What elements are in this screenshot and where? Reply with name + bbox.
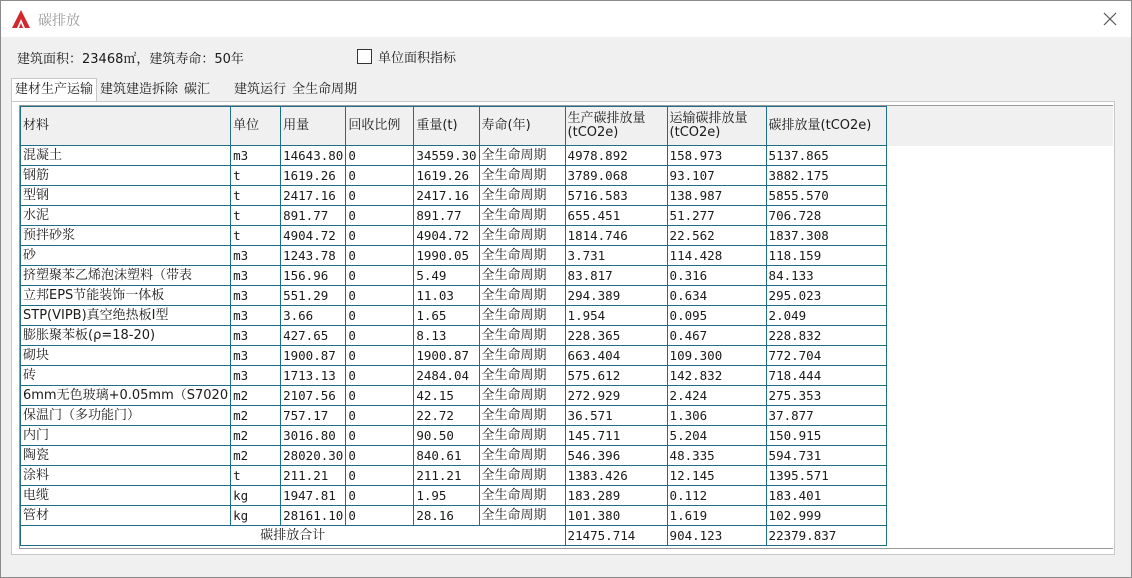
table-cell[interactable]: 150.915 (766, 426, 886, 446)
checkbox-box[interactable] (357, 49, 372, 64)
table-cell[interactable]: 575.612 (565, 366, 667, 386)
table-cell[interactable]: m3 (231, 246, 281, 266)
table-cell[interactable]: 0.095 (667, 306, 766, 326)
table-cell[interactable]: 钢筋 (21, 166, 231, 186)
table-cell[interactable]: 3.66 (281, 306, 346, 326)
table-cell[interactable]: 109.300 (667, 346, 766, 366)
table-cell[interactable]: 2417.16 (281, 186, 346, 206)
unit-area-checkbox[interactable] (357, 47, 456, 66)
table-cell[interactable]: 663.404 (565, 346, 667, 366)
table-cell[interactable]: 37.877 (766, 406, 886, 426)
table-cell[interactable]: 14643.80 (281, 146, 346, 166)
tab-panel (11, 101, 1115, 555)
table-cell[interactable]: m3 (231, 326, 281, 346)
table-cell[interactable]: t (231, 186, 281, 206)
table-cell[interactable]: 0 (346, 186, 414, 206)
table-cell[interactable]: 1243.78 (281, 246, 346, 266)
table-cell[interactable]: 砖 (21, 366, 231, 386)
table-cell[interactable]: 551.29 (281, 286, 346, 306)
table-cell[interactable]: 0.112 (667, 486, 766, 506)
table-cell[interactable]: 砌块 (21, 346, 231, 366)
close-icon (1103, 12, 1117, 26)
table-cell[interactable]: 5137.865 (766, 146, 886, 166)
tab-2[interactable]: 碳汇 (184, 82, 211, 97)
table-cell[interactable]: m3 (231, 286, 281, 306)
table-cell[interactable]: 51.277 (667, 206, 766, 226)
table-cell[interactable]: 2417.16 (414, 186, 479, 206)
table-cell[interactable]: 772.704 (766, 346, 886, 366)
table-cell[interactable]: 2107.56 (281, 386, 346, 406)
table-cell[interactable]: 全生命周期 (479, 226, 565, 246)
table-cell[interactable]: 内门 (21, 426, 231, 446)
table-cell[interactable]: 11.03 (414, 286, 479, 306)
table-cell[interactable]: 0.634 (667, 286, 766, 306)
table-cell[interactable]: 228.832 (766, 326, 886, 346)
table-cell[interactable]: 型钢 (21, 186, 231, 206)
table-cell[interactable]: 0 (346, 486, 414, 506)
table-cell[interactable]: 48.335 (667, 446, 766, 466)
table-cell[interactable]: m2 (231, 426, 281, 446)
table-cell[interactable]: m2 (231, 386, 281, 406)
total-value: 21475.714 (565, 526, 667, 546)
table-cell[interactable]: 0 (346, 306, 414, 326)
table-cell[interactable]: 158.973 (667, 146, 766, 166)
table-cell[interactable]: 2.049 (766, 306, 886, 326)
table-cell[interactable]: 83.817 (565, 266, 667, 286)
table-cell[interactable]: 0 (346, 466, 414, 486)
table-row[interactable] (21, 286, 887, 306)
table-cell[interactable]: m3 (231, 346, 281, 366)
table-cell[interactable]: 891.77 (414, 206, 479, 226)
table-cell[interactable]: 涂料 (21, 466, 231, 486)
table-cell[interactable]: 全生命周期 (479, 486, 565, 506)
table-cell[interactable]: 0 (346, 346, 414, 366)
table-cell[interactable]: 1814.746 (565, 226, 667, 246)
column-header[interactable]: 单位 (231, 107, 281, 146)
table-cell[interactable]: 管材 (21, 506, 231, 526)
table-cell[interactable]: 156.96 (281, 266, 346, 286)
tab-bar (11, 79, 360, 101)
table-cell[interactable]: 0 (346, 386, 414, 406)
total-value: 22379.837 (766, 526, 886, 546)
table-cell[interactable]: 1619.26 (281, 166, 346, 186)
table-cell[interactable]: 3.731 (565, 246, 667, 266)
data-grid (19, 105, 1113, 549)
table-cell[interactable]: 0 (346, 286, 414, 306)
table-cell[interactable]: kg (231, 486, 281, 506)
table-cell[interactable]: 0 (346, 366, 414, 386)
table-cell[interactable]: 84.133 (766, 266, 886, 286)
table-cell[interactable]: 陶瓷 (21, 446, 231, 466)
table-cell[interactable]: 183.289 (565, 486, 667, 506)
tab-1[interactable]: 建筑建造拆除 (100, 82, 179, 97)
table-cell[interactable]: STP(VIPB)真空绝热板I型 (21, 306, 231, 326)
table-cell[interactable]: 22.562 (667, 226, 766, 246)
header-row (21, 107, 887, 146)
checkbox-label: 单位面积指标 (378, 51, 457, 66)
table-cell[interactable]: t (231, 206, 281, 226)
table-cell[interactable]: 142.832 (667, 366, 766, 386)
table-cell[interactable]: 145.711 (565, 426, 667, 446)
table-cell[interactable]: 1990.05 (414, 246, 479, 266)
total-label: 碳排放合计 (21, 526, 566, 546)
table-row[interactable] (21, 226, 887, 246)
column-header[interactable]: 运输碳排放量 (tCO2e) (667, 107, 766, 146)
table-row[interactable] (21, 166, 887, 186)
column-header[interactable]: 材料 (21, 107, 231, 146)
table-row[interactable] (21, 506, 887, 526)
table-cell[interactable]: 840.61 (414, 446, 479, 466)
table-cell[interactable]: 全生命周期 (479, 286, 565, 306)
table-cell[interactable]: 1395.571 (766, 466, 886, 486)
table-cell[interactable]: 1.65 (414, 306, 479, 326)
column-header[interactable]: 生产碳排放量 (tCO2e) (565, 107, 667, 146)
table-cell[interactable]: 5.49 (414, 266, 479, 286)
table-cell[interactable]: 0 (346, 506, 414, 526)
table-cell[interactable]: 655.451 (565, 206, 667, 226)
table-cell[interactable]: 挤塑聚苯乙烯泡沫塑料（带表 (21, 266, 231, 286)
table-cell[interactable]: 0 (346, 326, 414, 346)
table-cell[interactable]: 保温门（多功能门） (21, 406, 231, 426)
table-cell[interactable]: 0 (346, 406, 414, 426)
table-cell[interactable]: 全生命周期 (479, 166, 565, 186)
table-cell[interactable]: 5.204 (667, 426, 766, 446)
table-row[interactable] (21, 206, 887, 226)
table-cell[interactable]: 275.353 (766, 386, 886, 406)
table-cell[interactable]: 1947.81 (281, 486, 346, 506)
table-row[interactable] (21, 486, 887, 506)
column-header[interactable]: 寿命(年) (479, 107, 565, 146)
window-title: 碳排放 (38, 13, 80, 29)
table-cell[interactable]: 全生命周期 (479, 266, 565, 286)
table-cell[interactable]: 全生命周期 (479, 326, 565, 346)
table-cell[interactable]: 28161.10 (281, 506, 346, 526)
table-cell[interactable]: 全生命周期 (479, 146, 565, 166)
table-cell[interactable]: 4978.892 (565, 146, 667, 166)
table-cell[interactable]: 36.571 (565, 406, 667, 426)
table-cell[interactable]: 2484.04 (414, 366, 479, 386)
table-cell[interactable]: 立邦EPS节能装饰一体板 (21, 286, 231, 306)
table-cell[interactable]: 34559.30 (414, 146, 479, 166)
table-cell[interactable]: 28.16 (414, 506, 479, 526)
table-cell[interactable]: 272.929 (565, 386, 667, 406)
table-cell[interactable]: 138.987 (667, 186, 766, 206)
table-cell[interactable]: 1.306 (667, 406, 766, 426)
table-row[interactable] (21, 426, 887, 446)
table-row[interactable] (21, 186, 887, 206)
table-cell[interactable]: 5716.583 (565, 186, 667, 206)
table-cell[interactable]: 全生命周期 (479, 506, 565, 526)
table-row[interactable] (21, 146, 887, 166)
table-cell[interactable]: 718.444 (766, 366, 886, 386)
table-row[interactable] (21, 406, 887, 426)
table-cell[interactable]: 全生命周期 (479, 426, 565, 446)
table-cell[interactable]: 3016.80 (281, 426, 346, 446)
table-cell[interactable]: 118.159 (766, 246, 886, 266)
table-cell[interactable]: 0 (346, 206, 414, 226)
table-row[interactable] (21, 446, 887, 466)
tab-0[interactable]: 建材生产运输 (11, 78, 97, 102)
table-row[interactable] (21, 346, 887, 366)
table-cell[interactable]: 电缆 (21, 486, 231, 506)
table-cell[interactable]: 427.65 (281, 326, 346, 346)
table-cell[interactable]: 全生命周期 (479, 306, 565, 326)
table-cell[interactable]: 211.21 (281, 466, 346, 486)
table-cell[interactable]: 211.21 (414, 466, 479, 486)
table-row[interactable] (21, 366, 887, 386)
table-row[interactable] (21, 466, 887, 486)
table-cell[interactable]: 膨胀聚苯板(ρ=18-20) (21, 326, 231, 346)
info-bar (1, 37, 1131, 77)
carbon-table (20, 106, 887, 546)
table-cell[interactable]: 1383.426 (565, 466, 667, 486)
table-cell[interactable]: 0 (346, 426, 414, 446)
table-row[interactable] (21, 386, 887, 406)
column-header[interactable]: 回收比例 (346, 107, 414, 146)
table-cell[interactable]: 101.380 (565, 506, 667, 526)
table-cell[interactable]: 183.401 (766, 486, 886, 506)
table-cell[interactable]: 0 (346, 446, 414, 466)
table-cell[interactable]: 8.13 (414, 326, 479, 346)
table-cell[interactable]: 93.107 (667, 166, 766, 186)
table-cell[interactable]: 1.954 (565, 306, 667, 326)
table-cell[interactable]: t (231, 226, 281, 246)
total-value: 904.123 (667, 526, 766, 546)
table-cell[interactable]: 12.145 (667, 466, 766, 486)
table-cell[interactable]: 0.316 (667, 266, 766, 286)
table-cell[interactable]: 294.389 (565, 286, 667, 306)
table-cell[interactable]: 全生命周期 (479, 466, 565, 486)
table-cell[interactable]: 1837.308 (766, 226, 886, 246)
table-cell[interactable]: 0 (346, 146, 414, 166)
table-cell[interactable]: 22.72 (414, 406, 479, 426)
table-cell[interactable]: 0 (346, 166, 414, 186)
table-cell[interactable]: 42.15 (414, 386, 479, 406)
table-cell[interactable]: 1619.26 (414, 166, 479, 186)
table-cell[interactable]: m3 (231, 306, 281, 326)
table-cell[interactable]: 0 (346, 266, 414, 286)
table-cell[interactable]: 1.95 (414, 486, 479, 506)
table-row[interactable] (21, 266, 887, 286)
table-cell[interactable]: kg (231, 506, 281, 526)
table-cell[interactable]: 90.50 (414, 426, 479, 446)
table-cell[interactable]: 全生命周期 (479, 246, 565, 266)
table-cell[interactable]: 全生命周期 (479, 366, 565, 386)
title-bar (1, 1, 1131, 37)
table-cell[interactable]: 全生命周期 (479, 406, 565, 426)
table-cell[interactable]: 4904.72 (414, 226, 479, 246)
table-cell[interactable]: 水泥 (21, 206, 231, 226)
table-cell[interactable]: 1.619 (667, 506, 766, 526)
table-cell[interactable]: 4904.72 (281, 226, 346, 246)
table-cell[interactable]: m2 (231, 406, 281, 426)
table-cell[interactable]: 1900.87 (281, 346, 346, 366)
table-cell[interactable]: 228.365 (565, 326, 667, 346)
table-cell[interactable]: 0 (346, 246, 414, 266)
table-cell[interactable]: m3 (231, 146, 281, 166)
table-cell[interactable]: 5855.570 (766, 186, 886, 206)
table-cell[interactable]: m3 (231, 366, 281, 386)
table-cell[interactable]: 0 (346, 226, 414, 246)
table-cell[interactable]: 3789.068 (565, 166, 667, 186)
table-cell[interactable]: 2.424 (667, 386, 766, 406)
close-button[interactable] (1095, 5, 1125, 33)
table-cell[interactable]: 594.731 (766, 446, 886, 466)
table-row[interactable] (21, 306, 887, 326)
table-cell[interactable]: 757.17 (281, 406, 346, 426)
column-header[interactable]: 碳排放量(tCO2e) (766, 107, 886, 146)
table-cell[interactable]: 全生命周期 (479, 386, 565, 406)
table-cell[interactable]: 3882.175 (766, 166, 886, 186)
table-cell[interactable]: 28020.30 (281, 446, 346, 466)
table-row[interactable] (21, 326, 887, 346)
table-cell[interactable]: 114.428 (667, 246, 766, 266)
autocad-logo-icon (11, 9, 31, 29)
column-header[interactable]: 重量(t) (414, 107, 479, 146)
table-cell[interactable]: 砂 (21, 246, 231, 266)
table-cell[interactable]: 706.728 (766, 206, 886, 226)
table-cell[interactable]: 全生命周期 (479, 186, 565, 206)
table-row[interactable] (21, 246, 887, 266)
table-cell[interactable]: 1713.13 (281, 366, 346, 386)
table-cell[interactable]: 全生命周期 (479, 206, 565, 226)
table-cell[interactable]: 混凝土 (21, 146, 231, 166)
table-cell[interactable]: m3 (231, 266, 281, 286)
tab-4[interactable]: 全生命周期 (292, 82, 358, 97)
table-cell[interactable]: 全生命周期 (479, 446, 565, 466)
table-cell[interactable]: 全生命周期 (479, 346, 565, 366)
table-cell[interactable]: 1900.87 (414, 346, 479, 366)
total-row (21, 526, 887, 546)
table-cell[interactable]: t (231, 166, 281, 186)
tab-3[interactable]: 建筑运行 (234, 82, 287, 97)
table-cell[interactable]: m2 (231, 446, 281, 466)
table-cell[interactable]: 预拌砂浆 (21, 226, 231, 246)
table-cell[interactable]: 6mm无色玻璃+0.05mm（S7020 (21, 386, 231, 406)
table-cell[interactable]: 0.467 (667, 326, 766, 346)
table-cell[interactable]: t (231, 466, 281, 486)
table-cell[interactable]: 546.396 (565, 446, 667, 466)
table-cell[interactable]: 102.999 (766, 506, 886, 526)
table-cell[interactable]: 295.023 (766, 286, 886, 306)
table-cell[interactable]: 891.77 (281, 206, 346, 226)
building-summary: 建筑面积：23468㎡，建筑寿命：50年 (17, 52, 244, 67)
column-header[interactable]: 用量 (281, 107, 346, 146)
